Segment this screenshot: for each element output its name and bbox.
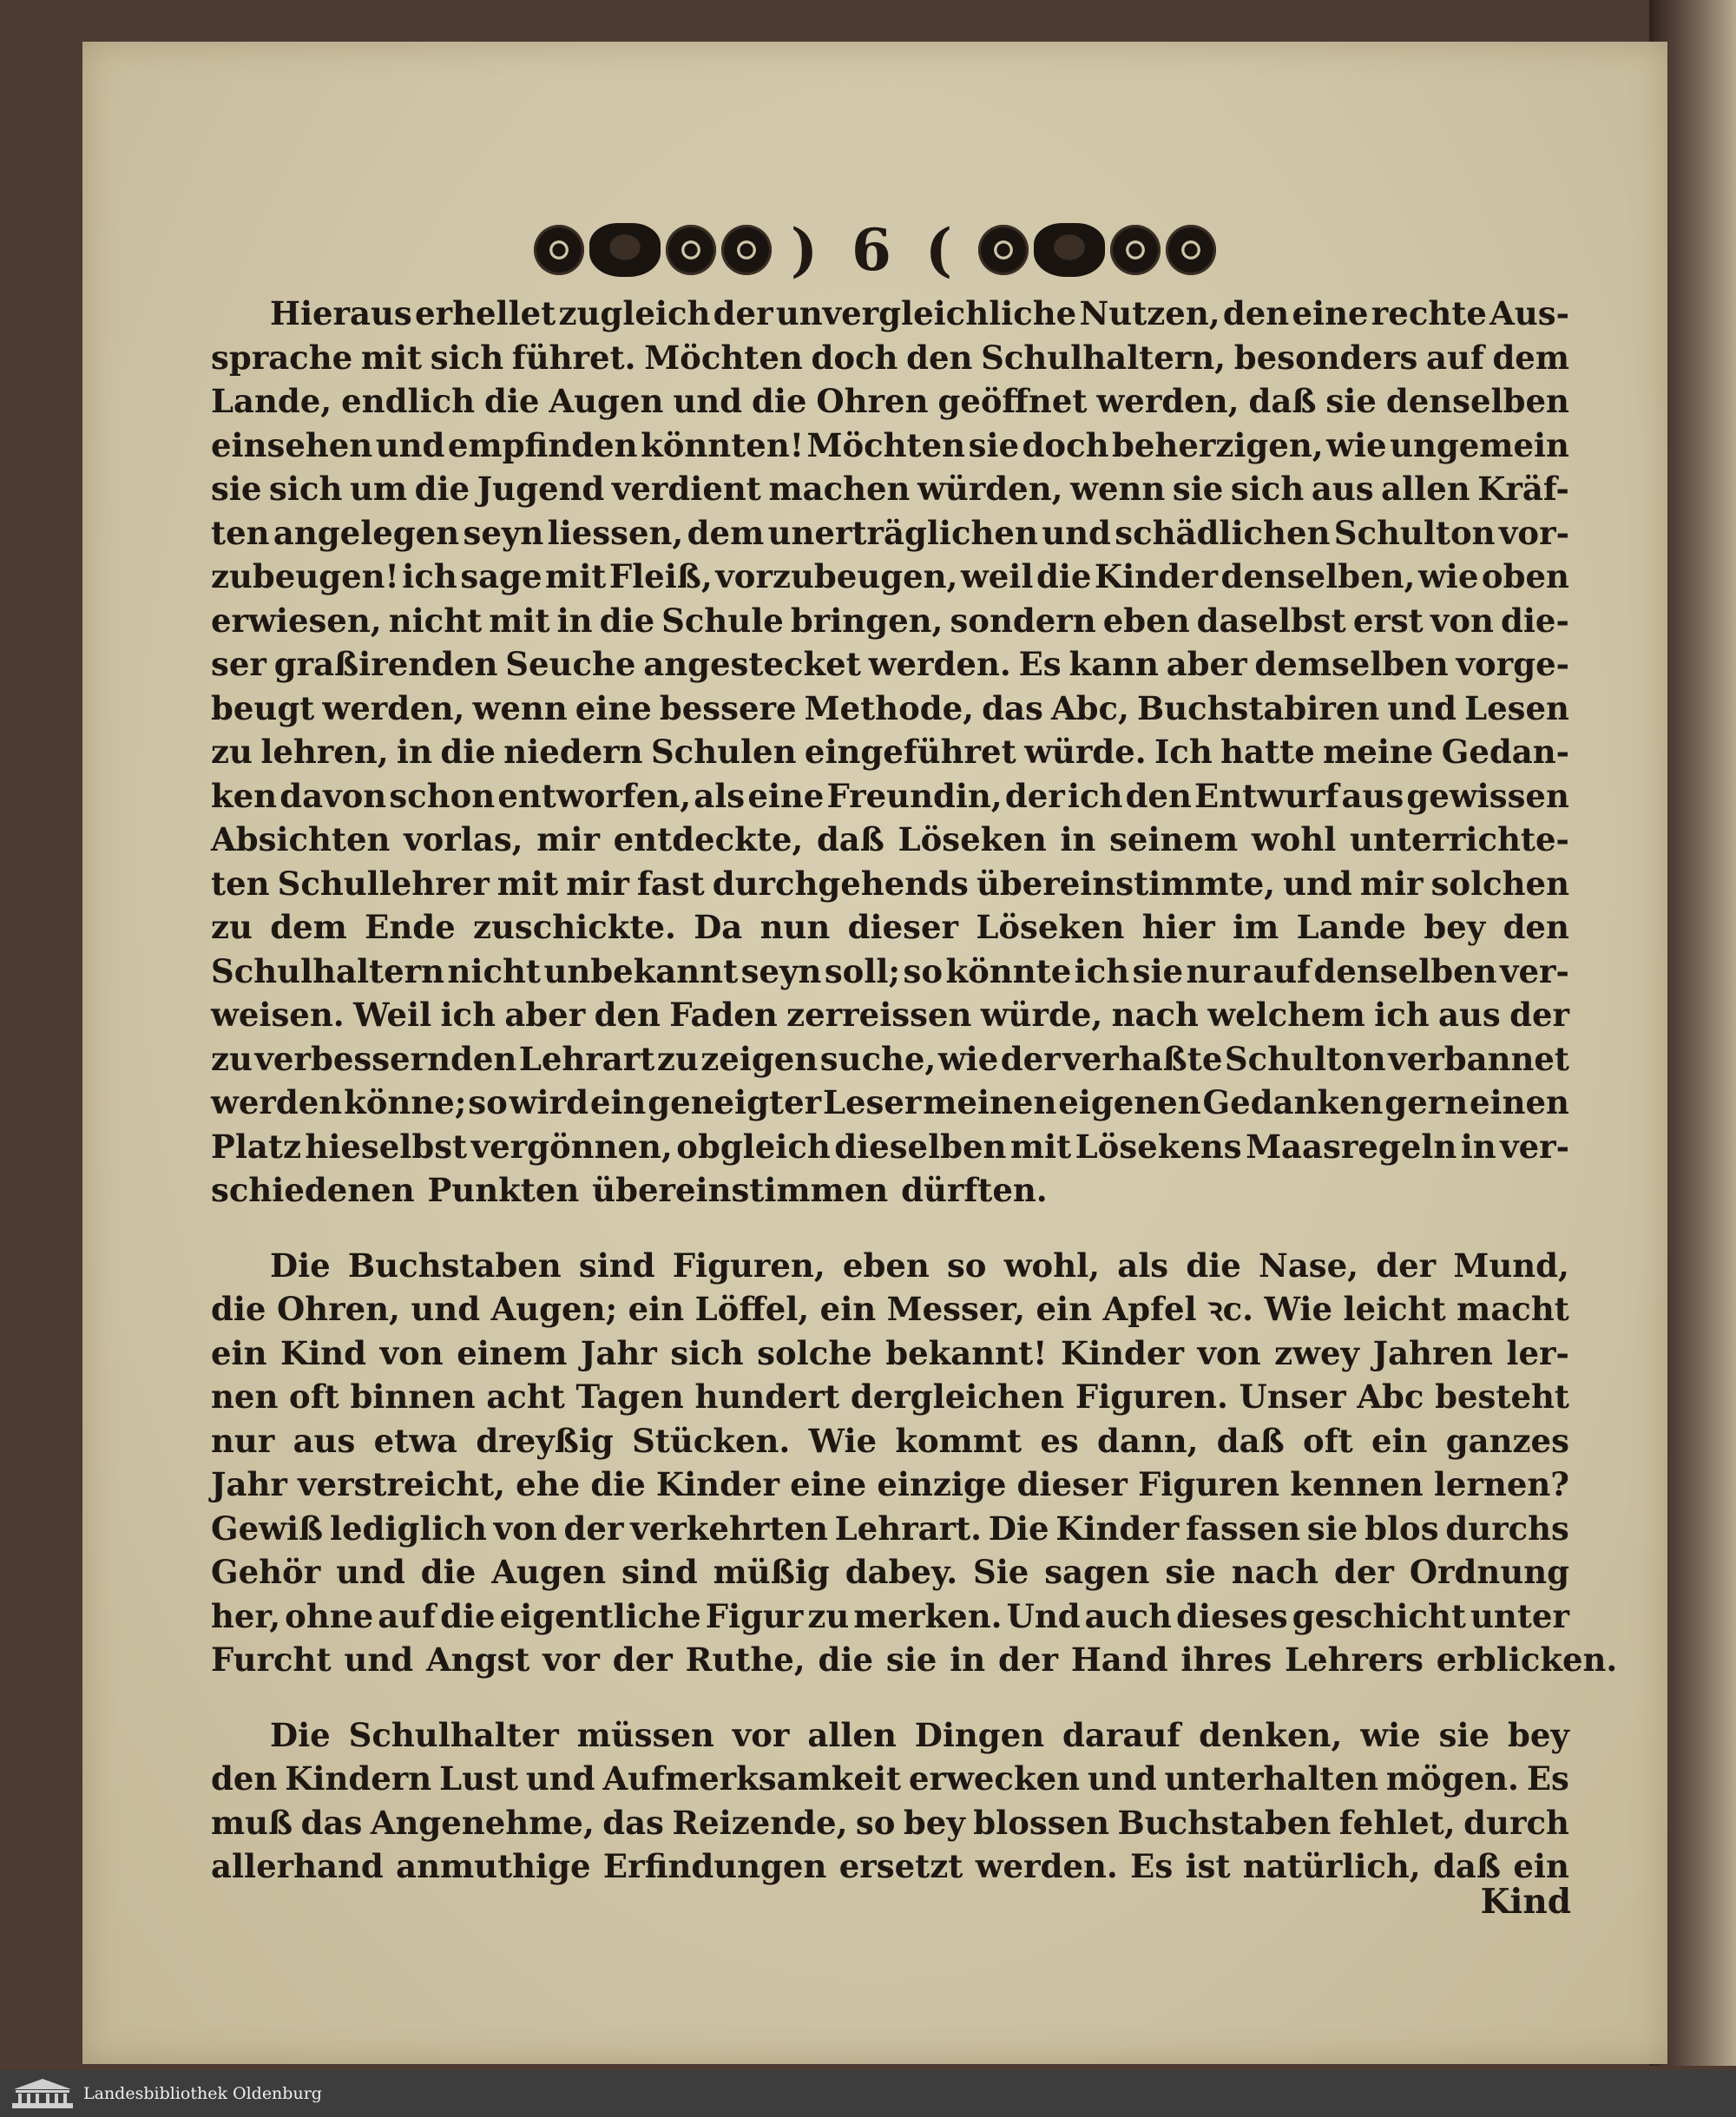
body-text xyxy=(211,292,1618,1889)
text-line: Schulhaltern nicht unbekannt seyn soll; so könnte ich sie nur auf denselben ver- xyxy=(211,951,1569,990)
text-line: beugt werden, wenn eine bessere Methode, das Abc, Buchstabiren und Lesen xyxy=(211,688,1569,727)
page-header xyxy=(82,215,1667,285)
text-line: zu lehren, in die niedern Schulen eingeführet würde. Ich hatte meine Gedan- xyxy=(211,733,1569,771)
face-ornament-icon xyxy=(589,223,661,277)
text-line: Lande, endlich die Augen und die Ohren geöffnet werden, daß sie denselben xyxy=(211,382,1569,420)
text-line: Die Schulhalter müssen vor allen Dingen darauf denken, wie sie bey xyxy=(270,1715,1569,1754)
paragraph-gap xyxy=(211,1213,1569,1244)
text-line: ten Schullehrer mit mir fast durchgehends übereinstimmte, und mir solchen xyxy=(211,864,1569,903)
text-line: allerhand anmuthige Erfindungen ersetzt werden. Es ist natürlich, daß ein xyxy=(211,1847,1569,1885)
footer-bar xyxy=(0,2070,1736,2117)
library-building-icon xyxy=(10,2077,75,2110)
text-line: erwiesen, nicht mit in die Schule bringen, sondern eben daselbst erst von die- xyxy=(211,601,1569,640)
text-line: Hieraus erhellet zugleich der unvergleichliche Nutzen, den eine rechte Aus- xyxy=(270,294,1569,332)
text-line: Jahr verstreicht, ehe die Kinder eine einzige dieser Figuren kennen lernen? xyxy=(211,1465,1569,1503)
text-line: nur aus etwa dreyßig Stücken. Wie kommt es dann, daß oft ein ganzes xyxy=(211,1421,1569,1460)
text-line: werden könne; so wird ein geneigter Leser meinen eigenen Gedanken gern einen xyxy=(211,1083,1569,1121)
text-line: nen oft binnen acht Tagen hundert dergleichen Figuren. Unser Abc besteht xyxy=(211,1377,1569,1416)
paragraph-gap xyxy=(211,1682,1569,1713)
text-line: zu verbessernden Lehrart zu zeigen suche, wie der verhaßte Schulton verbannet xyxy=(211,1039,1569,1078)
rosette-ornament-icon xyxy=(534,225,584,275)
text-line: her, ohne auf die eigentliche Figur zu merken. Und auch dieses geschicht unter xyxy=(211,1596,1569,1635)
rosette-ornament-icon xyxy=(1110,225,1161,275)
text-line: ken davon schon entworfen, als eine Freundin, der ich den Entwurf aus gewissen xyxy=(211,776,1569,815)
text-line: zu dem Ende zuschickte. Da nun dieser Löseken hier im Lande bey den xyxy=(211,908,1569,946)
text-line: Gewiß lediglich von der verkehrten Lehrart. Die Kinder fassen sie blos durchs xyxy=(211,1509,1569,1548)
text-line: Die Buchstaben sind Figuren, eben so wohl, als die Nase, der Mund, xyxy=(270,1246,1569,1285)
text-line: weisen. Weil ich aber den Faden zerreissen würde, nach welchem ich aus der xyxy=(211,996,1569,1034)
library-name: Landesbibliothek Oldenburg xyxy=(83,2084,322,2103)
text-line: ten angelegen seyn liessen, dem unerträglichen und schädlichen Schulton vor- xyxy=(211,513,1569,552)
text-line: die Ohren, und Augen; ein Löffel, ein Messer, ein Apfel ꝛc. Wie leicht macht xyxy=(211,1290,1569,1328)
text-line: ein Kind von einem Jahr sich solche bekannt! Kinder von zwey Jahren ler- xyxy=(211,1333,1569,1372)
rosette-ornament-icon xyxy=(721,225,772,275)
text-line: zubeugen! ich sage mit Fleiß, vorzubeugen, weil die Kinder denselben, wie oben xyxy=(211,557,1569,595)
text-line: sprache mit sich führet. Möchten doch den Schulhaltern, besonders auf dem xyxy=(211,338,1569,377)
rosette-ornament-icon xyxy=(666,225,716,275)
text-line: Platz hieselbst vergönnen, obgleich dieselben mit Lösekens Maasregeln in ver- xyxy=(211,1127,1569,1166)
catchword: Kind xyxy=(1480,1882,1571,1922)
text-line: Absichten vorlas, mir entdeckte, daß Löseken in seinem wohl unterrichte- xyxy=(211,820,1569,858)
rosette-ornament-icon xyxy=(1166,225,1216,275)
book-page xyxy=(82,42,1667,2064)
text-line: den Kindern Lust und Aufmerksamkeit erwecken und unterhalten mögen. Es xyxy=(211,1759,1569,1798)
text-line: Gehör und die Augen sind müßig dabey. Sie sagen sie nach der Ordnung xyxy=(211,1553,1569,1591)
text-line: sie sich um die Jugend verdient machen würden, wenn sie sich aus allen Kräf- xyxy=(211,470,1569,508)
text-line: schiedenen Punkten übereinstimmen dürften. xyxy=(211,1171,1048,1209)
text-line: muß das Angenehme, das Reizende, so bey blossen Buchstaben fehlet, durch xyxy=(211,1803,1569,1842)
text-line: Furcht und Angst vor der Ruthe, die sie in der Hand ihres Lehrers erblicken. xyxy=(211,1640,1618,1679)
right-ornament xyxy=(978,223,1216,277)
text-line: ser graßirenden Seuche angestecket werden. Es kann aber demselben vorge- xyxy=(211,645,1569,683)
face-ornament-icon xyxy=(1034,223,1105,277)
page-number: ) 6 ( xyxy=(790,216,960,284)
left-ornament xyxy=(534,223,772,277)
text-line: einsehen und empfinden könnten! Möchten sie doch beherzigen, wie ungemein xyxy=(211,425,1569,464)
rosette-ornament-icon xyxy=(978,225,1029,275)
